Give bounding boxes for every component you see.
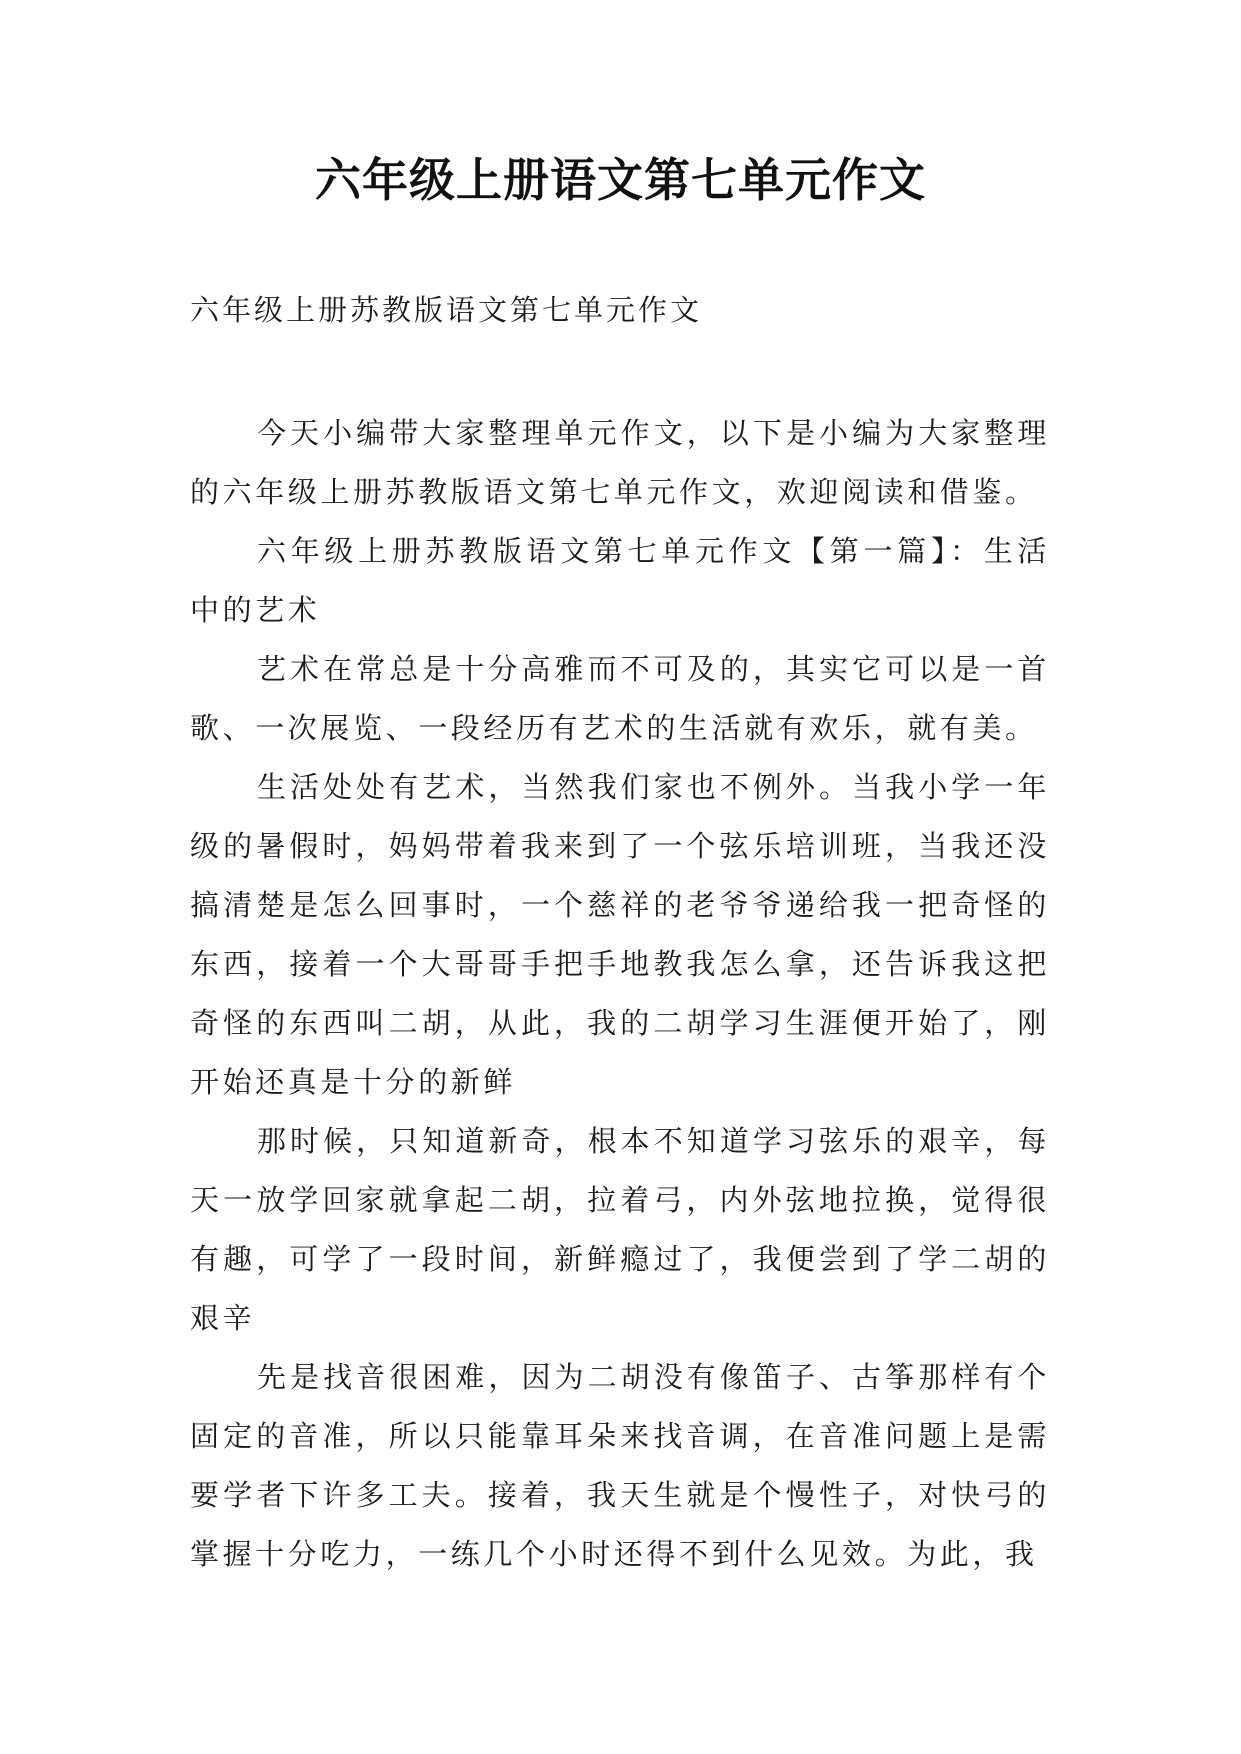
paragraph: 先是找音很困难，因为二胡没有像笛子、古筝那样有个固定的音准，所以只能靠耳朵来找音调，在音准问题上是需要学者下许多工夫。接着，我天生就是个慢性子，对快弓的掌握十分吃力，一练几个小时还得不到什么见效。为此，我 — [190, 1360, 1050, 1571]
document-subtitle: 六年级上册苏教版语文第七单元作文 — [190, 293, 703, 327]
document-body — [190, 404, 1050, 1584]
paragraph: 六年级上册苏教版语文第七单元作文【第一篇】：生活中的艺术 — [190, 534, 1050, 627]
document-title: 六年级上册语文第七单元作文 — [315, 153, 926, 207]
paragraph: 那时候，只知道新奇，根本不知道学习弦乐的艰辛，每天一放学回家就拿起二胡，拉着弓，内外弦地拉换，觉得很有趣，可学了一段时间，新鲜瘾过了，我便尝到了学二胡的艰辛 — [190, 1124, 1050, 1335]
paragraph: 生活处处有艺术，当然我们家也不例外。当我小学一年级的暑假时，妈妈带着我来到了一个弦乐培训班，当我还没搞清楚是怎么回事时，一个慈祥的老爷爷递给我一把奇怪的东西，接着一个大哥哥手把手地教我怎么拿，还告诉我这把奇怪的东西叫二胡，从此，我的二胡学习生涯便开始了，刚开始还真是十分的新鲜 — [190, 770, 1050, 1099]
paragraph: 艺术在常总是十分高雅而不可及的，其实它可以是一首歌、一次展览、一段经历有艺术的生活就有欢乐，就有美。 — [190, 652, 1050, 745]
paragraph: 今天小编带大家整理单元作文，以下是小编为大家整理的六年级上册苏教版语文第七单元作文，欢迎阅读和借鉴。 — [190, 416, 1050, 509]
